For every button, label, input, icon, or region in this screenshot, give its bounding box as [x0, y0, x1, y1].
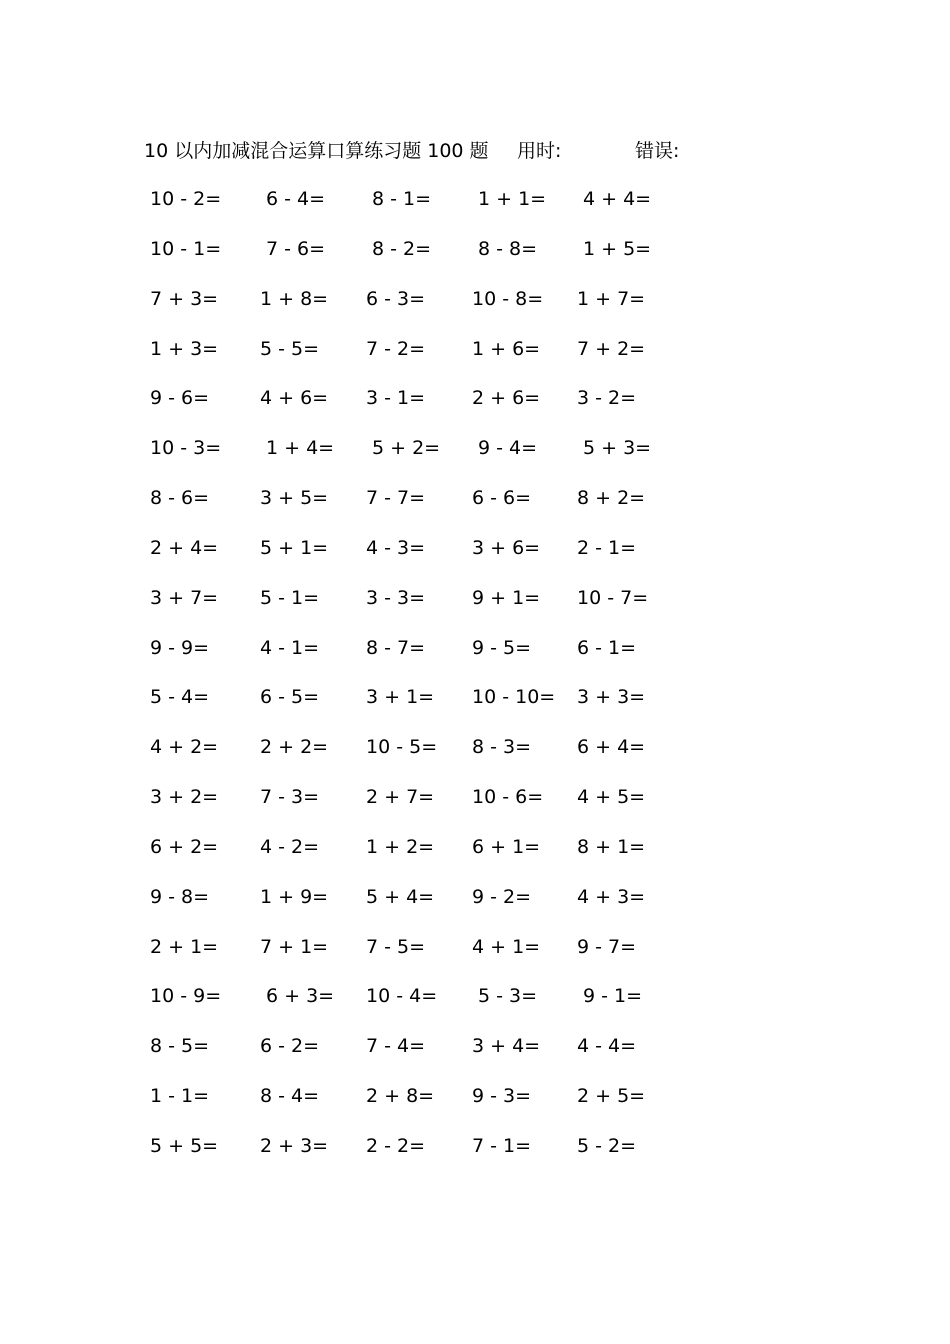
- problem-row: [0, 732, 950, 762]
- math-problem: 2 + 6=: [472, 387, 541, 410]
- math-problem: 5 + 2=: [372, 437, 441, 460]
- math-problem: 6 - 5=: [260, 686, 320, 709]
- math-problem: 10 - 6=: [472, 786, 544, 809]
- math-problem: 2 - 1=: [577, 536, 637, 559]
- problem-row: [0, 1081, 950, 1111]
- math-problem: 8 + 1=: [577, 835, 646, 858]
- math-problem: 7 + 1=: [260, 935, 329, 958]
- problem-row: [0, 782, 950, 812]
- math-problem: 4 - 3=: [366, 536, 426, 559]
- math-problem: 5 - 4=: [150, 686, 210, 709]
- math-problem: 1 + 9=: [260, 885, 329, 908]
- math-problem: 9 - 9=: [150, 636, 210, 659]
- math-problem: 3 + 5=: [260, 487, 329, 509]
- problem-row: [0, 533, 950, 563]
- problem-row: [0, 184, 950, 214]
- math-problem: 2 + 2=: [260, 736, 329, 759]
- math-problem: 5 - 3=: [478, 985, 538, 1008]
- math-problem: 5 + 4=: [366, 885, 435, 908]
- math-problem: 10 - 10=: [472, 686, 556, 709]
- problem-row: [0, 633, 950, 663]
- math-problem: 4 + 1=: [472, 935, 541, 958]
- problem-row: [0, 882, 950, 912]
- math-problem: 6 + 3=: [266, 985, 335, 1008]
- math-problem: 6 + 4=: [577, 736, 646, 759]
- math-problem: 9 - 3=: [472, 1085, 532, 1108]
- problem-row: [0, 383, 950, 413]
- math-problem: 3 - 3=: [366, 586, 426, 609]
- problem-row: [0, 433, 950, 463]
- math-problem: 4 - 4=: [577, 1035, 637, 1058]
- math-problem: 5 - 2=: [577, 1135, 637, 1157]
- math-problem: 5 + 5=: [150, 1135, 219, 1157]
- math-problem: 7 - 4=: [366, 1035, 426, 1058]
- math-problem: 8 - 8=: [478, 237, 538, 260]
- math-problem: 3 + 1=: [366, 686, 435, 709]
- math-problem: 7 + 3=: [150, 287, 219, 310]
- math-problem: 1 + 1=: [478, 188, 547, 210]
- math-problem: 6 - 4=: [266, 188, 326, 210]
- math-problem: 7 - 6=: [266, 237, 326, 260]
- math-problem: 2 + 7=: [366, 786, 435, 809]
- math-problem: 3 + 7=: [150, 586, 219, 609]
- math-problem: 1 + 7=: [577, 287, 646, 310]
- math-problem: 8 - 4=: [260, 1085, 320, 1108]
- math-problem: 9 - 6=: [150, 387, 210, 410]
- math-problem: 7 - 1=: [472, 1135, 532, 1157]
- math-problem: 7 - 2=: [366, 337, 426, 360]
- math-problem: 4 + 6=: [260, 387, 329, 410]
- math-problem: 7 - 7=: [366, 487, 426, 509]
- worksheet-title: 10 以内加减混合运算口算练习题 100 题: [144, 140, 489, 162]
- math-problem: 1 - 1=: [150, 1085, 210, 1108]
- math-problem: 5 - 5=: [260, 337, 320, 360]
- errors-label: 错误:: [635, 140, 680, 162]
- math-problem: 4 + 3=: [577, 885, 646, 908]
- math-problem: 4 - 1=: [260, 636, 320, 659]
- math-problem: 4 + 5=: [577, 786, 646, 809]
- math-problem: 9 - 8=: [150, 885, 210, 908]
- math-problem: 1 + 2=: [366, 835, 435, 858]
- math-problem: 3 + 3=: [577, 686, 646, 709]
- math-problem: 10 - 9=: [150, 985, 222, 1008]
- math-problem: 1 + 6=: [472, 337, 541, 360]
- math-problem: 8 - 5=: [150, 1035, 210, 1058]
- math-problem: 3 + 4=: [472, 1035, 541, 1058]
- math-problem: 1 + 8=: [260, 287, 329, 310]
- math-problem: 6 - 2=: [260, 1035, 320, 1058]
- problem-row: [0, 234, 950, 264]
- math-problem: 3 + 2=: [150, 786, 219, 809]
- problem-row: [0, 832, 950, 862]
- math-problem: 4 + 2=: [150, 736, 219, 759]
- math-problem: 10 - 3=: [150, 437, 222, 460]
- problem-row: [0, 981, 950, 1011]
- problem-row: [0, 932, 950, 962]
- math-problem: 5 + 3=: [583, 437, 652, 460]
- math-problem: 10 - 1=: [150, 237, 222, 260]
- problem-row: [0, 682, 950, 712]
- math-problem: 8 - 2=: [372, 237, 432, 260]
- math-problem: 9 - 2=: [472, 885, 532, 908]
- problem-row: [0, 1031, 950, 1061]
- math-problem: 2 - 2=: [366, 1135, 426, 1157]
- math-problem: 9 - 4=: [478, 437, 538, 460]
- math-problem: 7 - 3=: [260, 786, 320, 809]
- math-problem: 7 + 2=: [577, 337, 646, 360]
- math-problem: 3 - 2=: [577, 387, 637, 410]
- problem-row: [0, 284, 950, 314]
- math-problem: 6 - 6=: [472, 487, 532, 509]
- problem-row: [0, 334, 950, 364]
- time-used-label: 用时:: [517, 140, 562, 162]
- math-problem: 3 - 1=: [366, 387, 426, 410]
- math-problem: 2 + 5=: [577, 1085, 646, 1108]
- math-problem: 7 - 5=: [366, 935, 426, 958]
- math-problem: 1 + 5=: [583, 237, 652, 260]
- math-problem: 10 - 8=: [472, 287, 544, 310]
- math-problem: 10 - 4=: [366, 985, 438, 1008]
- math-problem: 6 + 2=: [150, 835, 219, 858]
- math-problem: 8 - 6=: [150, 487, 210, 509]
- math-problem: 6 + 1=: [472, 835, 541, 858]
- math-problem: 9 - 1=: [583, 985, 643, 1008]
- math-problem: 1 + 4=: [266, 437, 335, 460]
- math-problem: 8 - 1=: [372, 188, 432, 210]
- math-problem: 8 + 2=: [577, 487, 646, 509]
- math-problem: 10 - 2=: [150, 188, 222, 210]
- math-problem: 6 - 1=: [577, 636, 637, 659]
- math-problem: 2 + 4=: [150, 536, 219, 559]
- math-problem: 4 - 2=: [260, 835, 320, 858]
- math-problem: 8 - 7=: [366, 636, 426, 659]
- math-problem: 6 - 3=: [366, 287, 426, 310]
- math-problem: 5 + 1=: [260, 536, 329, 559]
- math-problem: 9 - 5=: [472, 636, 532, 659]
- math-problem: 4 + 4=: [583, 188, 652, 210]
- math-problem: 5 - 1=: [260, 586, 320, 609]
- math-problem: 9 + 1=: [472, 586, 541, 609]
- math-problem: 2 + 1=: [150, 935, 219, 958]
- math-problem: 8 - 3=: [472, 736, 532, 759]
- problem-row: [0, 483, 950, 513]
- math-problem: 10 - 5=: [366, 736, 438, 759]
- math-problem: 9 - 7=: [577, 935, 637, 958]
- problem-row: [0, 1131, 950, 1161]
- problem-row: [0, 583, 950, 613]
- math-problem: 2 + 8=: [366, 1085, 435, 1108]
- math-problem: 2 + 3=: [260, 1135, 329, 1157]
- math-problem: 3 + 6=: [472, 536, 541, 559]
- math-problem: 1 + 3=: [150, 337, 219, 360]
- math-problem: 10 - 7=: [577, 586, 649, 609]
